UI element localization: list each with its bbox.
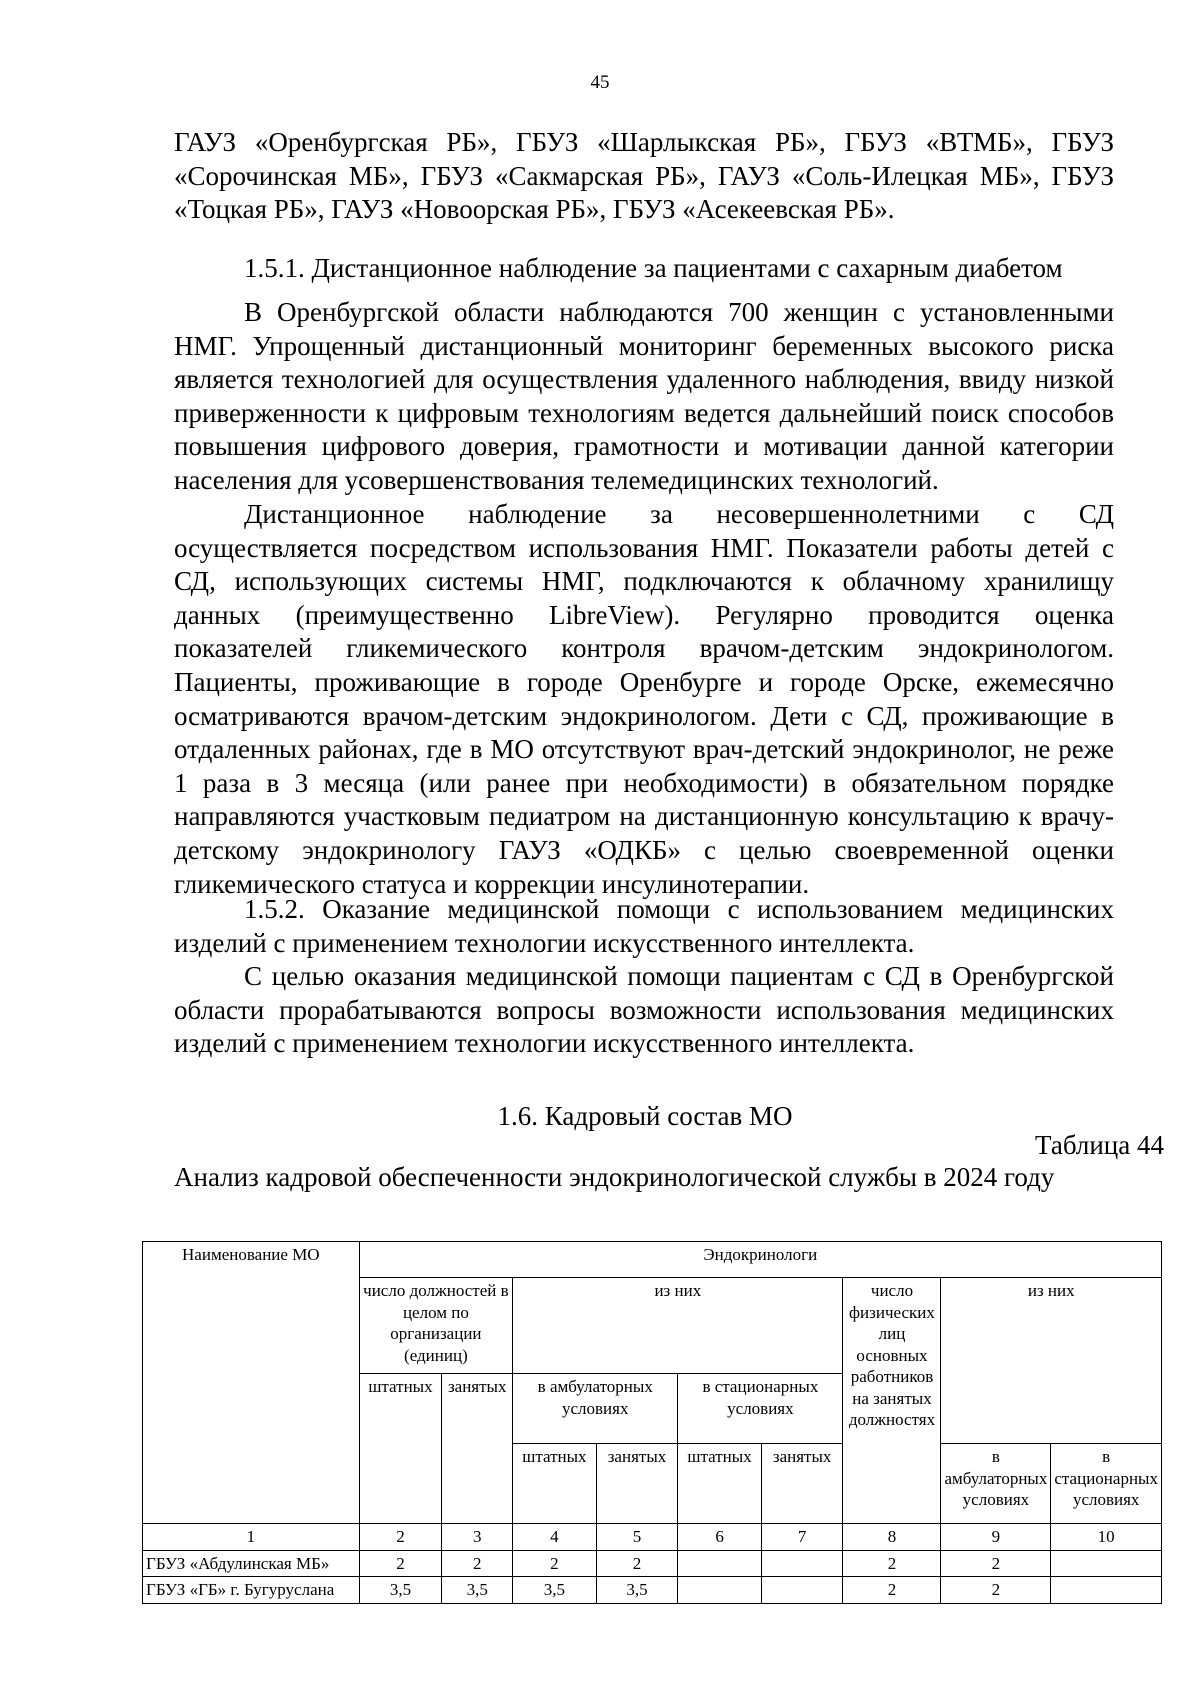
column-number: 10 xyxy=(1051,1524,1162,1551)
paragraph-pregnant-monitoring: В Оренбургской области наблюдаются 700 женщин с установленными НМГ. Упрощенный дистанционный мониторинг беременных высокого риска является технологией для осуществления удаленного наблюдения, ввиду низкой приверженности к цифровым технологиям ведется дальнейший поиск способов повышения цифрового доверия, грамотности и мотивации данной категории населения для усовершенствования телемедицинских технологий. xyxy=(174,297,1114,495)
page-number: 45 xyxy=(590,72,610,93)
header-mo-name: Наименование МО xyxy=(143,1242,360,1524)
header-physical-persons: число физических лиц основных работников на занятых должностях xyxy=(843,1278,941,1524)
row-mo-name: ГБУЗ «Абдулинская МБ» xyxy=(143,1550,360,1577)
table-cell xyxy=(761,1577,843,1604)
header-outpatient: в амбулаторных условиях xyxy=(513,1374,678,1444)
column-number: 2 xyxy=(359,1524,442,1551)
table-cell: 2 xyxy=(843,1550,941,1577)
table-cell: 3,5 xyxy=(596,1577,678,1604)
table-cell xyxy=(678,1577,761,1604)
table-cell: 2 xyxy=(596,1550,678,1577)
paragraph-subsection-1-5-2: 1.5.2. Оказание медицинской помощи с использованием медицинских изделий с применением технологии искусственного интеллекта. xyxy=(174,894,1114,958)
column-number: 6 xyxy=(678,1524,761,1551)
table-cell xyxy=(1051,1550,1162,1577)
header-of-them-inpatient: в стационарных условиях xyxy=(1051,1444,1162,1524)
header-inpatient-staff: штатных xyxy=(678,1444,761,1524)
table-cell: 2 xyxy=(359,1550,442,1577)
column-number-row xyxy=(143,1524,1162,1551)
table-cell: 3,5 xyxy=(513,1577,596,1604)
column-number: 7 xyxy=(761,1524,843,1551)
table-number: Таблица 44 xyxy=(1035,1130,1164,1160)
table-title: Анализ кадровой обеспеченности эндокринологической службы в 2024 году xyxy=(174,1162,1055,1192)
column-number: 4 xyxy=(513,1524,596,1551)
section-heading-1-6: 1.6. Кадровый состав МО xyxy=(497,1101,793,1131)
header-positions-total: число должностей в целом по организации (единиц) xyxy=(359,1278,513,1374)
table-cell: 3,5 xyxy=(442,1577,513,1604)
table-row xyxy=(143,1550,1162,1577)
paragraph-mo-list: ГАУЗ «Оренбургская РБ», ГБУЗ «Шарлыкская РБ», ГБУЗ «ВТМБ», ГБУЗ «Сорочинская МБ», ГБУЗ «Сакмарская РБ», ГАУЗ «Соль-Илецкая МБ», ГБУЗ «Тоцкая РБ», ГАУЗ «Новоорская РБ», ГБУЗ «Асекеевская РБ». xyxy=(174,127,1114,225)
paragraph-ai-devices: С целью оказания медицинской помощи пациентам с СД в Оренбургской области прорабатываются вопросы возможности использования медицинских изделий с применением технологии искусственного интеллекта. xyxy=(174,961,1114,1059)
column-number: 1 xyxy=(143,1524,360,1551)
table-cell: 2 xyxy=(941,1577,1051,1604)
paragraph-children-monitoring: Дистанционное наблюдение за несовершеннолетними с СД осуществляется посредством использования НМГ. Показатели работы детей с СД, использующих системы НМГ, подключаются к облачному хранилищу данных (преимущественно LibreView). Регулярно проводится оценка показателей гликемического контроля врачом-детским эндокринологом. Пациенты, проживающие в городе Оренбурге и городе Орске, ежемесячно осматриваются врачом-детским эндокринологом. Дети с СД, проживающие в отдаленных районах, где в МО отсутствуют врач-детский эндокринолог, не реже 1 раза в 3 месяца (или ранее при необходимости) в обязательном порядке направляются участковым педиатром на дистанционную консультацию к врачу-детскому эндокринологу ГАУЗ «ОДКБ» с целью своевременной оценки гликемического статуса и коррекции инсулинотерапии. xyxy=(174,499,1114,899)
header-inpatient-occupied: занятых xyxy=(761,1444,843,1524)
row-mo-name: ГБУЗ «ГБ» г. Бугуруслана xyxy=(143,1577,360,1604)
table-cell: 2 xyxy=(941,1550,1051,1577)
column-number: 3 xyxy=(442,1524,513,1551)
table-cell xyxy=(761,1550,843,1577)
table-cell xyxy=(1051,1577,1162,1604)
staffing-table xyxy=(142,1241,1162,1604)
header-outpatient-staff: штатных xyxy=(513,1444,596,1524)
table-cell xyxy=(678,1550,761,1577)
header-inpatient: в стационарных условиях xyxy=(678,1374,843,1444)
column-number: 8 xyxy=(843,1524,941,1551)
header-of-them-outpatient: в амбулаторных условиях xyxy=(941,1444,1051,1524)
table-cell: 3,5 xyxy=(359,1577,442,1604)
column-number: 5 xyxy=(596,1524,678,1551)
column-number: 9 xyxy=(941,1524,1051,1551)
header-outpatient-occupied: занятых xyxy=(596,1444,678,1524)
table-cell: 2 xyxy=(843,1577,941,1604)
table-cell: 2 xyxy=(442,1550,513,1577)
header-staff: штатных xyxy=(359,1374,442,1524)
header-endocrinologists: Эндокринологи xyxy=(359,1242,1161,1278)
header-of-them-2: из них xyxy=(941,1278,1162,1444)
table-cell: 2 xyxy=(513,1550,596,1577)
table-row xyxy=(143,1577,1162,1604)
subsection-heading-1-5-1: 1.5.1. Дистанционное наблюдение за пациентами с сахарным диабетом xyxy=(244,253,1063,283)
header-occupied: занятых xyxy=(442,1374,513,1524)
header-of-them: из них xyxy=(513,1278,843,1374)
